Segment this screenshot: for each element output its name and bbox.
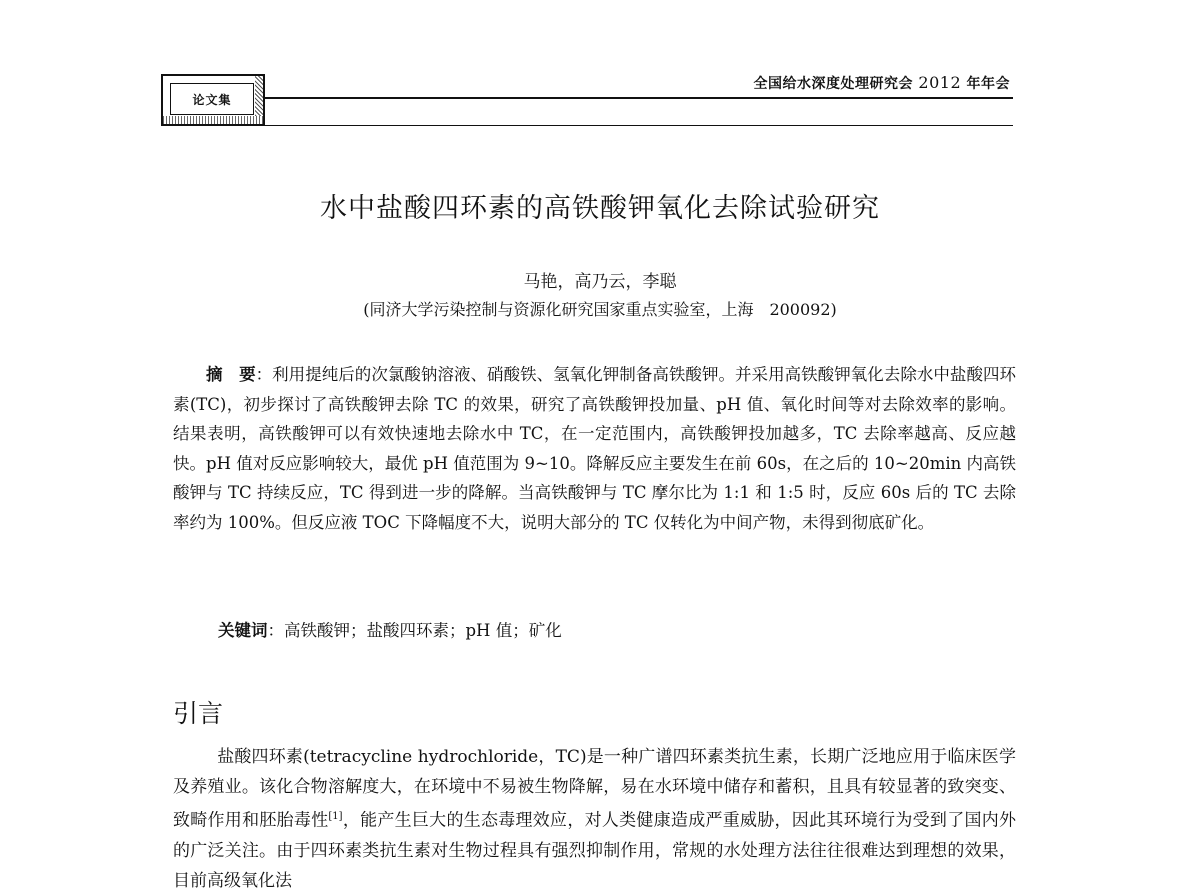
- running-head-suffix: 年年会: [966, 76, 1010, 92]
- paper-affiliation: (同济大学污染控制与资源化研究国家重点实验室，上海 200092): [363, 300, 837, 319]
- intro-text-1: 盐酸四环素(tetracycline hydrochloride，TC)是一种广谱四环素类抗生素，长期广泛地应用于临床医学及养殖业。该化合物溶解度大，在环境中不易被生物降解，易在水环境中储存和蓄积，且具有较显著的致突变、致畸作用和胚胎毒性: [173, 747, 1016, 831]
- keywords: [218, 617, 562, 641]
- header-rule-bottom: [161, 125, 1013, 126]
- abstract-text: ：利用提纯后的次氯酸钠溶液、硝酸铁、氢氧化钾制备高铁酸钾。并采用高铁酸钾氧化去除水中盐酸四环素(TC)，初步探讨了高铁酸钾去除 TC 的效果，研究了高铁酸钾投加量、pH 值、氧化时间等对去除效率的影响。结果表明，高铁酸钾可以有效快速地去除水中 TC，在一定范围内，高铁酸钾投加越多，TC 去除率越高、反应越快。pH 值对反应影响较大，最优 pH 值范围为 9~10。降解反应主要发生在前 60s，在之后的 10~20min 内高铁酸钾与 TC 持续反应，TC 得到进一步的降解。当高铁酸钾与 TC 摩尔比为 1:1 和 1:5 时，反应 60s 后的 TC 去除率约为 100%。但反应液 TOC 下降幅度不大，说明大部分的 TC 仅转化为中间产物，未得到彻底矿化。: [173, 365, 1016, 532]
- section-label: 论文集: [192, 92, 232, 107]
- intro-text-2: ，能产生巨大的生态毒理效应，对人类健康造成严重威胁，因此其环境行为受到了国内外的广泛关注。由于四环素类抗生素对生物过程具有强烈抑制作用，常规的水处理方法往往很难达到理想的效果，目前高级氧化法: [173, 810, 1016, 891]
- box-inner-frame: [170, 83, 254, 115]
- introduction-paragraph: [173, 742, 1016, 896]
- box-shading-bottom: [163, 116, 263, 124]
- section-label-box: [161, 74, 265, 126]
- abstract-label: 摘 要: [206, 365, 256, 384]
- abstract: [173, 360, 1016, 537]
- paper-authors: 马艳，高乃云，李聪: [523, 272, 677, 292]
- citation-ref[interactable]: [1]: [328, 811, 343, 822]
- keywords-label: 关键词: [218, 621, 268, 640]
- paper-title: 水中盐酸四环素的高铁酸钾氧化去除试验研究: [320, 193, 880, 224]
- header-rule-top: [265, 97, 1013, 99]
- running-head: [754, 73, 1010, 93]
- keywords-text: ：高铁酸钾；盐酸四环素；pH 值；矿化: [267, 621, 562, 640]
- running-head-org: 全国给水深度处理研究会: [753, 76, 914, 92]
- section-heading-introduction: 引言: [173, 699, 224, 728]
- running-head-year: 2012: [918, 73, 962, 92]
